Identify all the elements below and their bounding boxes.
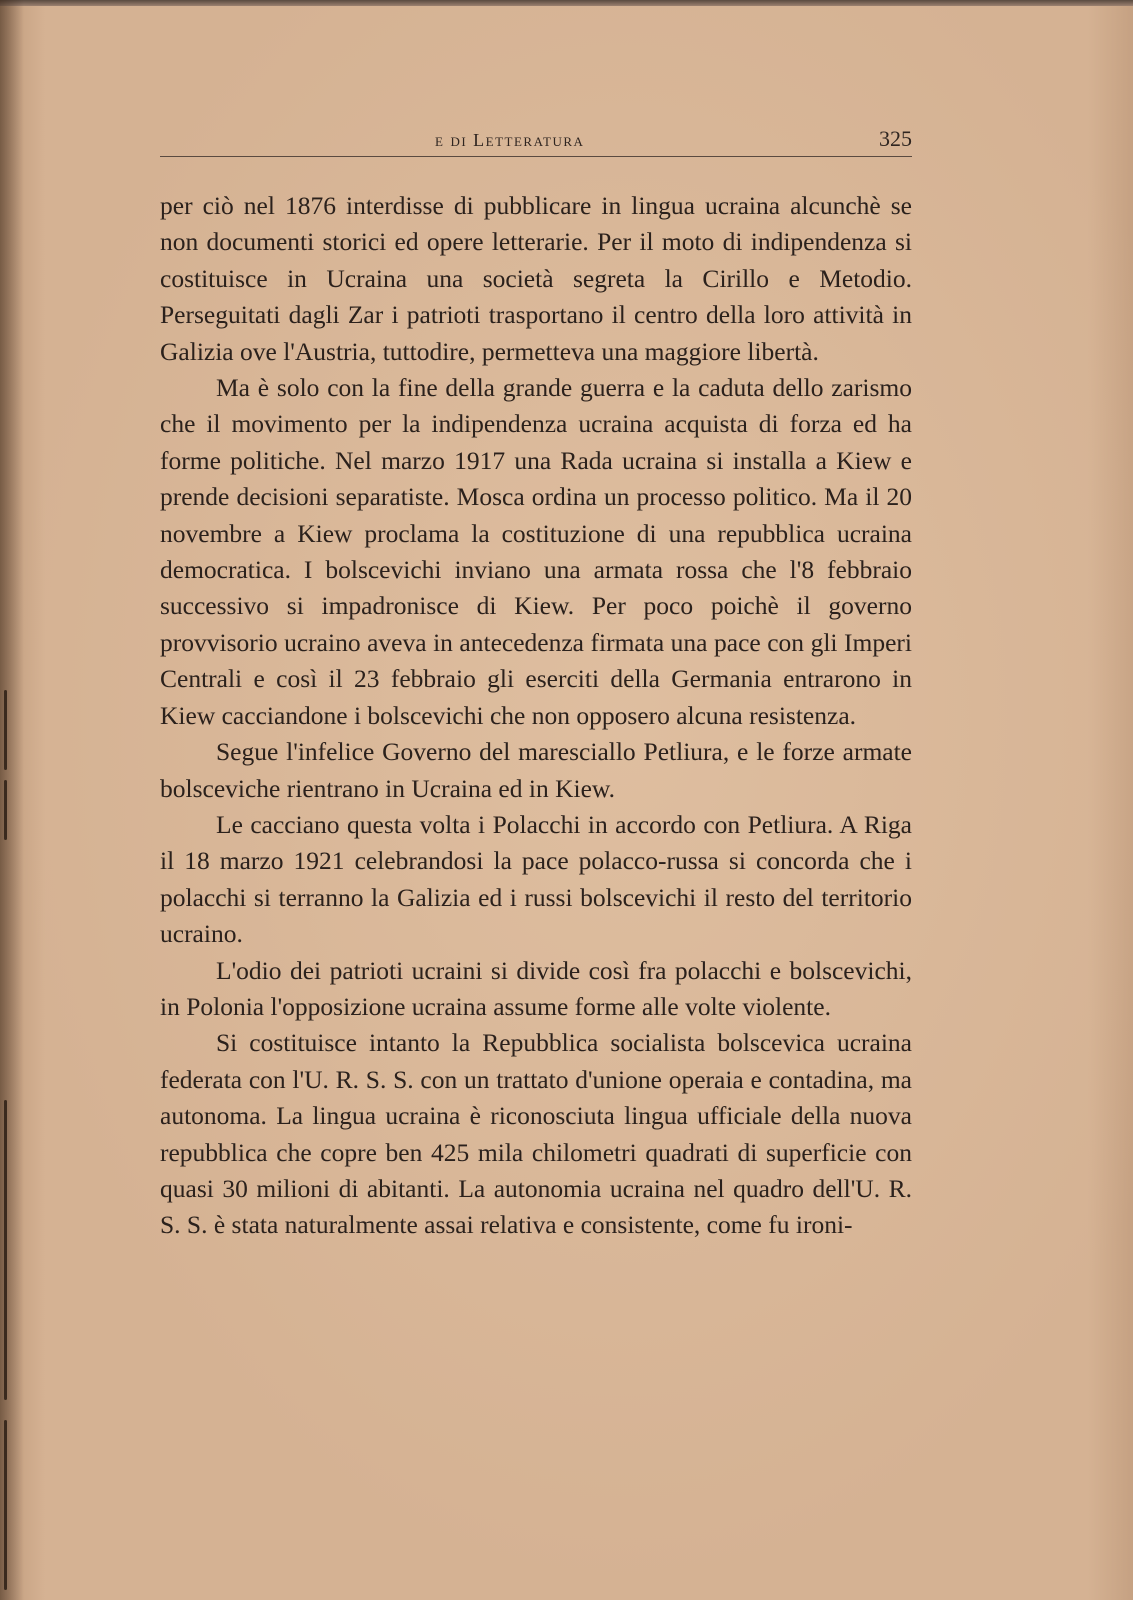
paragraph: Le cacciano questa volta i Polacchi in accordo con Petliura. A Riga il 18 marzo 1921 celebrandosi la pace polacco-russa si concorda che i polacchi si terranno la Galizia ed i russi bolscevichi il resto del territorio ucraino.: [160, 809, 912, 949]
paragraph: Si costituisce intanto la Repubblica socialista bolscevica ucraina federata con l'U. R. S. S. con un trattato d'unione operaia e contadina, ma autonoma. La lingua ucraina è riconosciuta lingua ufficiale della nuova repubblica che copre ben 425 mila chilometri quadrati di superficie con quasi 30 milioni di abitanti. La autonomia ucraina nel quadro dell'U. R. S. S. è stata naturalmente assai relativa e consistente, come fu ironi-: [160, 1028, 912, 1240]
paragraph: L'odio dei patrioti ucraini si divide così fra polacchi e bolscevichi, in Polonia l'opposizione ucraina assume forme alle volte violente.: [160, 955, 912, 1021]
page-top-edge: [0, 0, 1133, 6]
binding-line: [4, 1420, 7, 1590]
binding-line: [4, 690, 7, 770]
running-title: e di Letteratura: [435, 130, 585, 150]
page-number: 325: [879, 126, 912, 151]
paragraph: per ciò nel 1876 interdisse di pubblicare in lingua ucraina alcunchè se non documenti storici ed opere letterarie. Per il moto di indipendenza si costituisce in Ucraina una società segreta la Cirillo e Metodio. Perseguitati dagli Zar i patrioti trasportano il centro della loro attività in Galizia ove l'Austria, tuttodire, permetteva una maggiore libertà.: [160, 191, 912, 366]
binding-line: [4, 1100, 7, 1400]
binding-line: [4, 780, 7, 840]
paragraph: Segue l'infelice Governo del maresciallo Petliura, e le forze armate bolsceviche rientrano in Ucraina ed in Kiew.: [160, 737, 912, 803]
paragraph: Ma è solo con la fine della grande guerra e la caduta dello zarismo che il movimento per la indipendenza ucraina acquista di forza ed ha forme politiche. Nel marzo 1917 una Rada ucraina si installa a Kiew e prende decisioni separatiste. Mosca ordina un processo politico. Ma il 20 novembre a Kiew proclama la costituzione di una repubblica ucraina democratica. I bolscevichi inviano una armata rossa che l'8 febbraio successivo si impadronisce di Kiew. Per poco poichè il governo provvisorio ucraino aveva in antecedenza firmata una pace con gli Imperi Centrali e così il 23 febbraio gli eserciti della Germania entrarono in Kiew cacciandone i bolscevichi che non opposero alcuna resistenza.: [160, 373, 912, 730]
running-header: [160, 128, 912, 160]
header-rule: [160, 156, 912, 157]
body-text: [160, 188, 912, 1244]
